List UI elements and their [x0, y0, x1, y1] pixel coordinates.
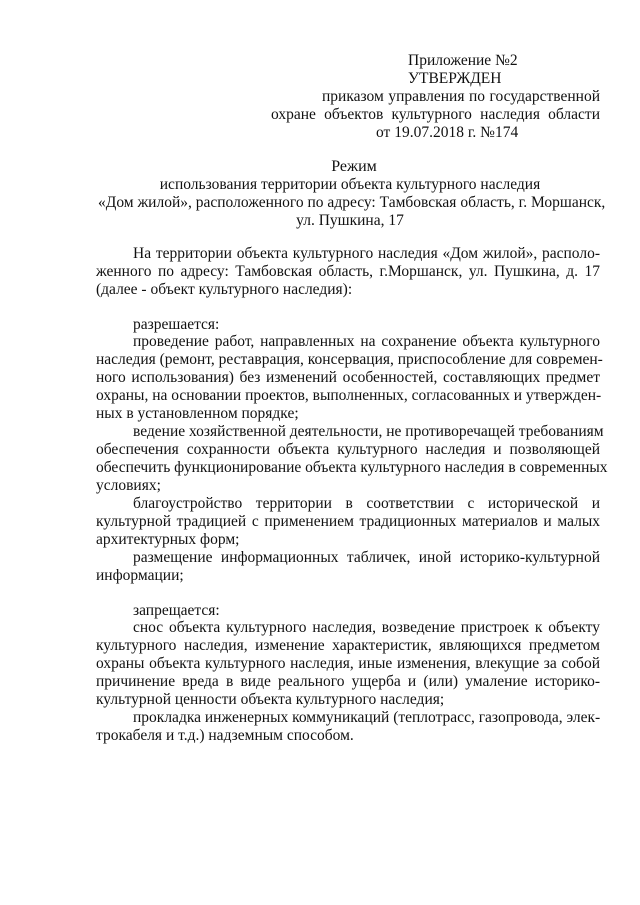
intro-line-2: женного по адресу: Тамбовская область, г.Моршанск, ул. Пушкина, д. 17 — [96, 263, 600, 280]
allowed-item1-line-1: проведение работ, направленных на сохранение объекта культурного — [133, 333, 600, 350]
forbidden-item1-line-1: снос объекта культурного наследия, возведение пристроек к объекту — [133, 619, 600, 636]
allowed-item3-line-3: архитектурных форм; — [96, 531, 240, 548]
appendix-label: Приложение №2 — [408, 52, 518, 69]
allowed-item1-line-3: ного использования) без изменений особенностей, составляющих предмет — [96, 369, 600, 386]
approval-line-2: охране объектов культурного наследия области — [271, 106, 600, 123]
approval-line-1: приказом управления по государственной — [322, 88, 600, 105]
allowed-heading: разрешается: — [133, 316, 220, 333]
document-title: Режим — [331, 158, 377, 175]
allowed-item4-line-1: размещение информационных табличек, иной историко-культурной — [133, 549, 600, 566]
allowed-item2-line-1: ведение хозяйственной деятельности, не противоречащей требованиям — [133, 423, 604, 440]
approved-label: УТВЕРЖДЕН — [408, 70, 502, 87]
allowed-item3-line-1: благоустройство территории в соответствии с исторической и — [133, 495, 600, 512]
allowed-item2-line-4: условиях; — [96, 477, 161, 494]
intro-line-3: (далее - объект культурного наследия): — [96, 281, 353, 298]
forbidden-item1-line-3: охраны объекта культурного наследия, иные изменения, влекущие за собой — [96, 655, 600, 672]
approval-line-3: от 19.07.2018 г. №174 — [376, 124, 519, 141]
title-line-2: «Дом жилой», расположенного по адресу: Тамбовская область, г. Моршанск, — [98, 194, 606, 211]
intro-line-1: На территории объекта культурного наследия «Дом жилой», располо- — [133, 245, 600, 262]
allowed-item1-line-4: охраны, на основании проектов, выполненных, согласованных и утвержден- — [96, 387, 602, 404]
forbidden-item1-line-2: культурного наследия, изменение характеристик, являющихся предметом — [96, 637, 600, 654]
allowed-item4-line-2: информации; — [96, 567, 184, 584]
forbidden-heading: запрещается: — [133, 602, 220, 619]
forbidden-item2-line-1: прокладка инженерных коммуникаций (теплотрасс, газопровода, элек- — [133, 709, 601, 726]
allowed-item2-line-3: обеспечить функционирование объекта культурного наследия в современных — [96, 459, 608, 476]
forbidden-item1-line-5: культурной ценности объекта культурного наследия; — [96, 691, 445, 708]
title-line-1: использования территории объекта культурного наследия — [159, 176, 541, 193]
allowed-item1-line-5: ных в установленном порядке; — [96, 405, 299, 422]
allowed-item2-line-2: обеспечения сохранности объекта культурного наследия и позволяющей — [96, 441, 600, 458]
allowed-item3-line-2: культурной традицией с применением традиционных материалов и малых — [96, 513, 600, 530]
allowed-item1-line-2: наследия (ремонт, реставрация, консервация, приспособление для современ- — [96, 351, 603, 368]
title-line-3: ул. Пушкина, 17 — [296, 212, 404, 229]
forbidden-item2-line-2: трокабеля и т.д.) надземным способом. — [96, 727, 354, 744]
forbidden-item1-line-4: причинение вреда в виде реального ущерба и (или) умаление историко- — [96, 673, 600, 690]
